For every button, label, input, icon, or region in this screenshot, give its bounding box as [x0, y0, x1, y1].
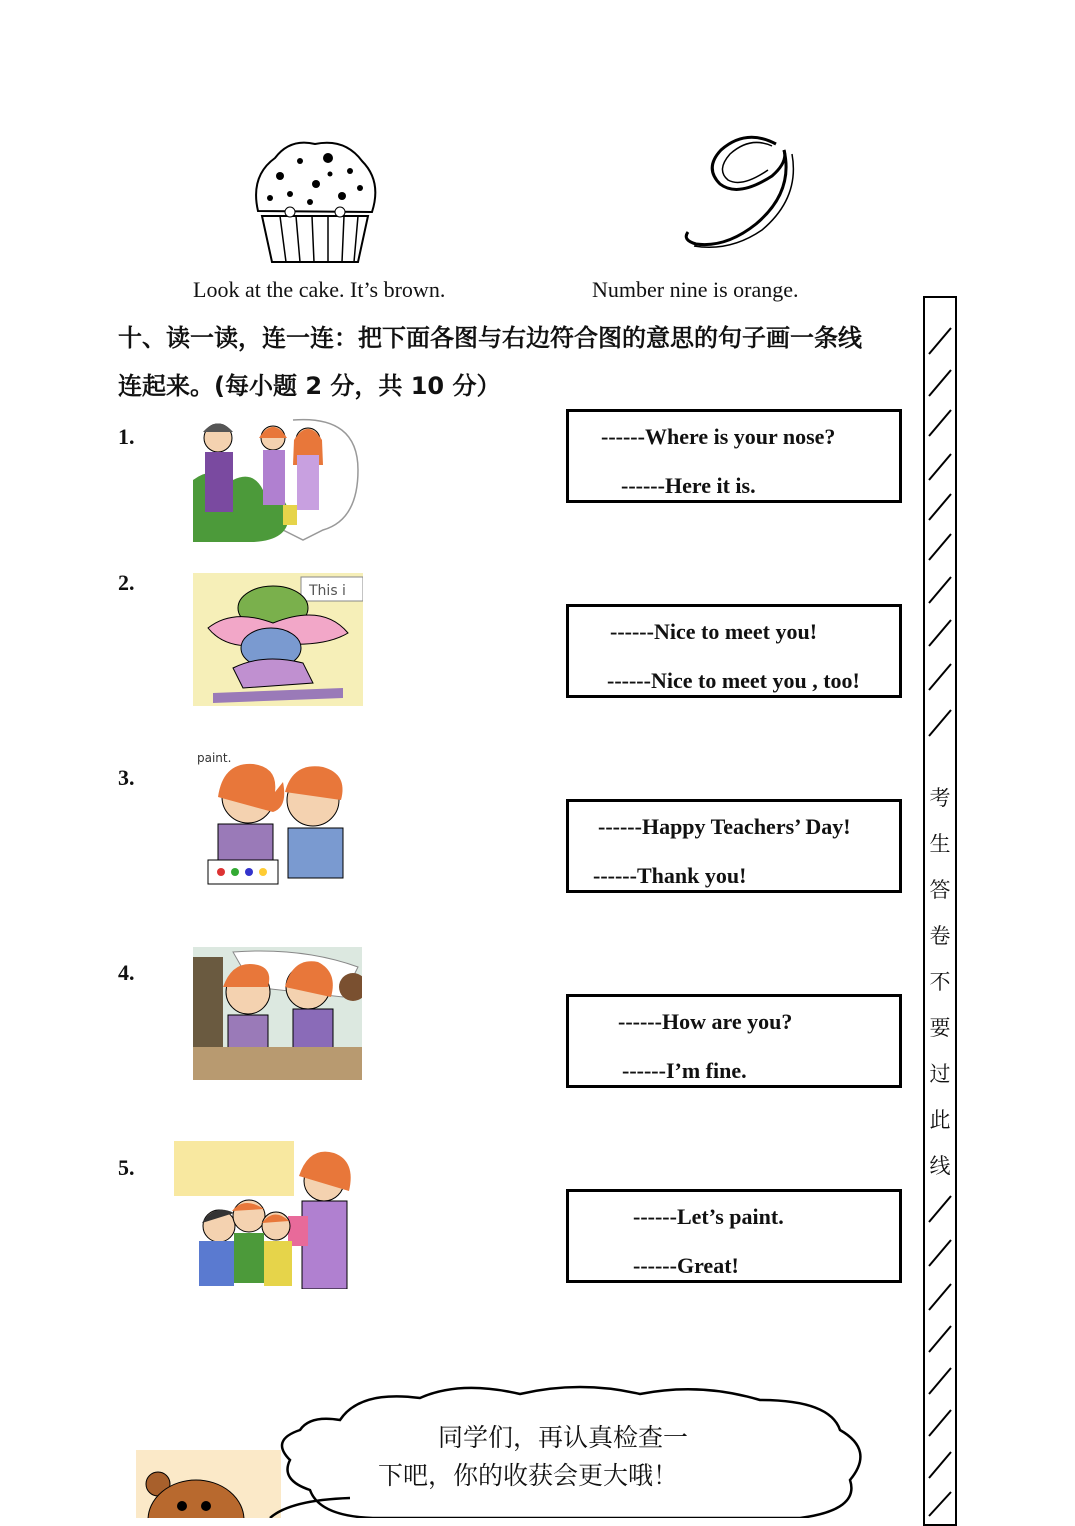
svg-text:This i: This i — [309, 583, 346, 599]
children-painting-picture — [193, 752, 367, 885]
binding-hatch-top — [925, 298, 955, 748]
cloud-text-line1: 同学们，再认真检查一 — [438, 1423, 689, 1452]
question-number: 2. — [118, 570, 135, 595]
teacher-with-children-picture — [174, 1141, 362, 1289]
section-title — [118, 314, 918, 410]
answer-line: ------Where is your nose? — [601, 424, 836, 449]
clown-picture — [193, 573, 363, 706]
answer-line: ------Here it is. — [621, 473, 756, 498]
binding-hatch-bottom — [925, 1180, 955, 1518]
answer-box — [566, 1189, 902, 1283]
answer-line: ------Great! — [633, 1253, 739, 1278]
answer-line: ------Let’s paint. — [633, 1204, 784, 1229]
question-number: 1. — [118, 424, 135, 449]
cloud-text-line2: 下吧，你的收获会更大哦！ — [378, 1461, 679, 1490]
answer-line: ------Happy Teachers’ Day! — [598, 814, 851, 839]
nine-caption: Number nine is orange. — [592, 277, 799, 302]
answer-box — [566, 604, 902, 698]
teacher-introducing-picture — [193, 410, 361, 542]
answer-box — [566, 799, 902, 893]
cake-caption: Look at the cake. It’s brown. — [193, 277, 446, 302]
answer-line: ------Nice to meet you , too! — [607, 668, 860, 693]
svg-text:paint.: paint. — [197, 752, 232, 765]
answer-line: ------How are you? — [618, 1009, 793, 1034]
cupcake-icon — [250, 136, 380, 268]
answer-line: ------I’m fine. — [622, 1058, 747, 1083]
answer-box — [566, 994, 902, 1088]
children-greeting-picture — [193, 947, 362, 1080]
question-number: 4. — [118, 960, 135, 985]
number-nine-icon — [676, 132, 816, 254]
question-number: 5. — [118, 1155, 135, 1180]
answer-line: ------Thank you! — [593, 863, 747, 888]
margin-note: 考 生 答 卷 不 要 过 此 线 — [929, 786, 951, 1178]
section-title-line2: 连起来。(每小题 2 分，共 10 分） — [118, 372, 501, 400]
question-number: 3. — [118, 765, 135, 790]
answer-box — [566, 409, 902, 503]
answer-line: ------Nice to meet you! — [610, 619, 818, 644]
section-title-line1: 十、读一读，连一连：把下面各图与右边符合图的意思的句子画一条线 — [118, 324, 862, 352]
